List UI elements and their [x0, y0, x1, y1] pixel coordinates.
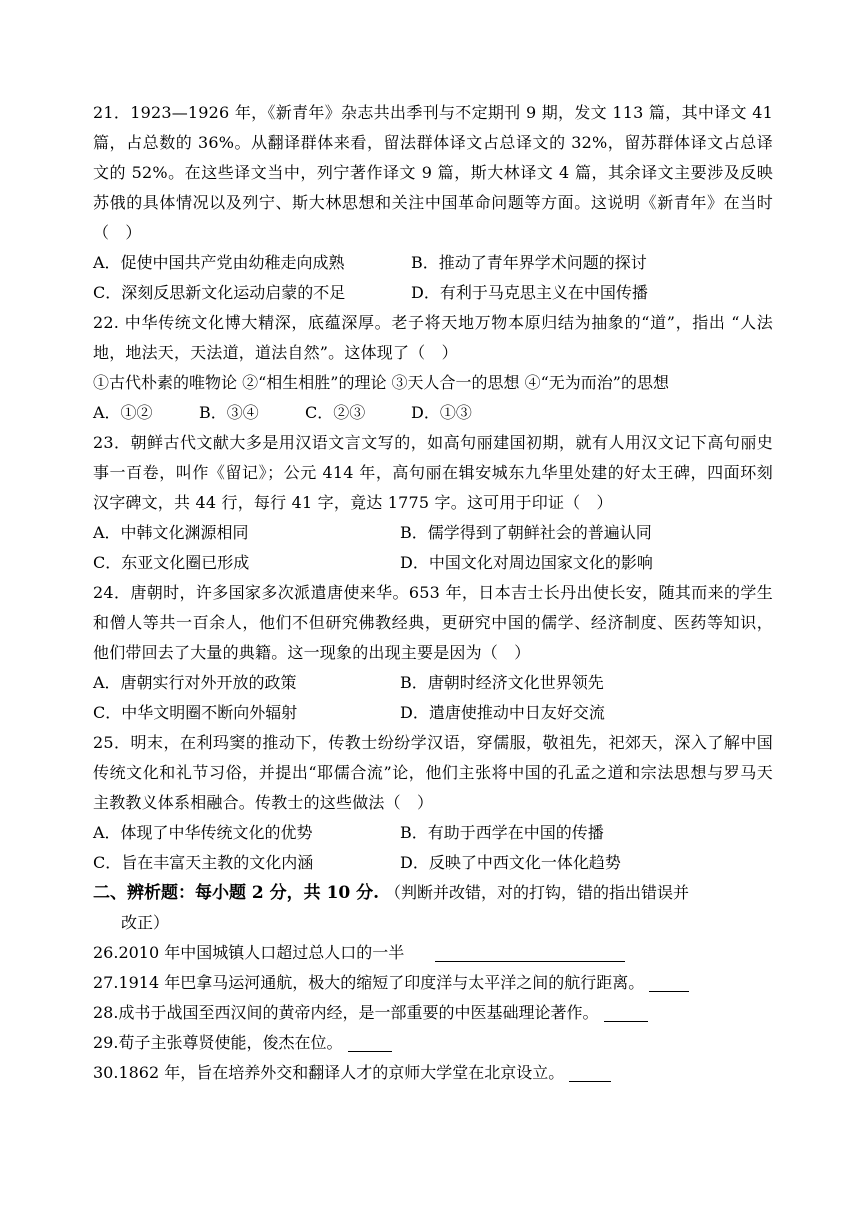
- q25-option-d[interactable]: D．反映了中西文化一体化趋势: [400, 853, 621, 872]
- q23-option-c[interactable]: C．东亚文化圈已形成: [93, 553, 250, 572]
- item-29-text: 29.荀子主张尊贤使能，俊杰在位。: [93, 1033, 343, 1052]
- question-21-options-row1: [93, 248, 773, 278]
- question-21-stem: 21．1923—1926 年，《新青年》杂志共出季刊与不定期刊 9 期，发文 113 篇，其中译文 41 篇，占总数的 36%。从翻译群体来看，留法群体译文占总译文的 32%，留苏群体译文占总译文的 52%。在这些译文当中，列宁著作译文 9 篇，斯大林译文 4 篇，其余译文主要涉及反映苏俄的具体情况以及列宁、斯大林思想和关注中国革命问题等方面。这说明《新青年》在当时（ ）: [93, 103, 773, 242]
- item-29: [93, 1028, 773, 1058]
- question-21-options-row2: [93, 278, 773, 308]
- item-26-answer-blank[interactable]: [435, 943, 625, 962]
- item-27-answer-blank[interactable]: [649, 973, 689, 992]
- q23-option-d[interactable]: D．中国文化对周边国家文化的影响: [400, 553, 653, 572]
- question-22-stem: 22. 中华传统文化博大精深，底蕴深厚。老子将天地万物本原归结为抽象的“道”，指出 “人法地，地法天，天法道，道法自然”。这体现了（ ）: [93, 313, 773, 362]
- section-2-heading: [93, 878, 773, 908]
- q23-option-b[interactable]: B．儒学得到了朝鲜社会的普遍认同: [400, 523, 652, 542]
- q25-option-b[interactable]: B．有助于西学在中国的传播: [400, 823, 604, 842]
- q22-option-c[interactable]: C．②③: [305, 403, 366, 422]
- section-2-instructions-cont: 改正）: [121, 913, 170, 932]
- item-29-answer-blank[interactable]: [348, 1033, 392, 1052]
- question-24-stem: 24．唐朝时，许多国家多次派遣唐使来华。653 年，日本吉士长丹出使长安，随其而来的学生和僧人等共一百余人，他们不但研究佛教经典，更研究中国的儒学、经济制度、医药等知识，他们带回去了大量的典籍。这一现象的出现主要是因为（ ）: [93, 583, 773, 662]
- question-24-options-row2: [93, 698, 773, 728]
- section-2-title: 二、辨析题：每小题 2 分，共 10 分.: [93, 883, 380, 903]
- question-25-options-row1: [93, 818, 773, 848]
- item-28-text: 28.成书于战国至西汉间的黄帝内经，是一部重要的中医基础理论著作。: [93, 1003, 599, 1022]
- q21-option-c[interactable]: C．深刻反思新文化运动启蒙的不足: [93, 283, 346, 302]
- q21-option-b[interactable]: B．推动了青年界学术问题的探讨: [411, 253, 647, 272]
- exam-page: [93, 98, 773, 1088]
- item-28: [93, 998, 773, 1028]
- item-27-text: 27.1914 年巴拿马运河通航，极大的缩短了印度洋与太平洋之间的航行距离。: [93, 973, 645, 992]
- q24-option-c[interactable]: C．中华文明圈不断向外辐射: [93, 703, 298, 722]
- section-2-instructions: （判断并改错，对的打钩，错的指出错误并: [385, 883, 690, 902]
- q22-option-a[interactable]: A．①②: [93, 403, 153, 422]
- q24-option-d[interactable]: D．遣唐使推动中日友好交流: [400, 703, 605, 722]
- q22-option-d[interactable]: D．①③: [411, 403, 472, 422]
- question-25-stem: 25．明末，在利玛窦的推动下，传教士纷纷学汉语，穿儒服，敬祖先，祀郊天，深入了解中国传统文化和礼节习俗，并提出“耶儒合流”论，他们主张将中国的孔孟之道和宗法思想与罗马天主教教义体系相融合。传教士的这些做法（ ）: [93, 733, 773, 812]
- item-30-answer-blank[interactable]: [569, 1063, 611, 1082]
- q25-option-a[interactable]: A．体现了中华传统文化的优势: [93, 823, 313, 842]
- item-26: [93, 938, 773, 968]
- question-25-options-row2: [93, 848, 773, 878]
- q24-option-b[interactable]: B．唐朝时经济文化世界领先: [400, 673, 604, 692]
- q21-option-a[interactable]: A．促使中国共产党由幼稚走向成熟: [93, 253, 345, 272]
- item-30-text: 30.1862 年，旨在培养外交和翻译人才的京师大学堂在北京设立。: [93, 1063, 565, 1082]
- q22-option-b[interactable]: B．③④: [199, 403, 259, 422]
- question-22-options-row: [93, 398, 773, 428]
- question-22-statements: ①古代朴素的唯物论 ②“相生相胜”的理论 ③天人合一的思想 ④“无为而治”的思想: [93, 373, 669, 392]
- item-28-answer-blank[interactable]: [604, 1003, 648, 1022]
- question-24-options-row1: [93, 668, 773, 698]
- item-30: [93, 1058, 773, 1088]
- q24-option-a[interactable]: A．唐朝实行对外开放的政策: [93, 673, 297, 692]
- q23-option-a[interactable]: A．中韩文化渊源相同: [93, 523, 249, 542]
- question-23-options-row1: [93, 518, 773, 548]
- q21-option-d[interactable]: D．有利于马克思主义在中国传播: [411, 283, 648, 302]
- item-27: [93, 968, 773, 998]
- q25-option-c[interactable]: C．旨在丰富天主教的文化内涵: [93, 853, 314, 872]
- question-23-options-row2: [93, 548, 773, 578]
- item-26-text: 26.2010 年中国城镇人口超过总人口的一半: [93, 943, 405, 962]
- question-23-stem: 23．朝鲜古代文献大多是用汉语文言文写的，如高句丽建国初期，就有人用汉文记下高句丽史事一百卷，叫作《留记》；公元 414 年，高句丽在辑安城东九华里处建的好太王碑，四面环刻汉字碑文，共 44 行，每行 41 字，竟达 1775 字。这可用于印证（ ）: [93, 433, 773, 512]
